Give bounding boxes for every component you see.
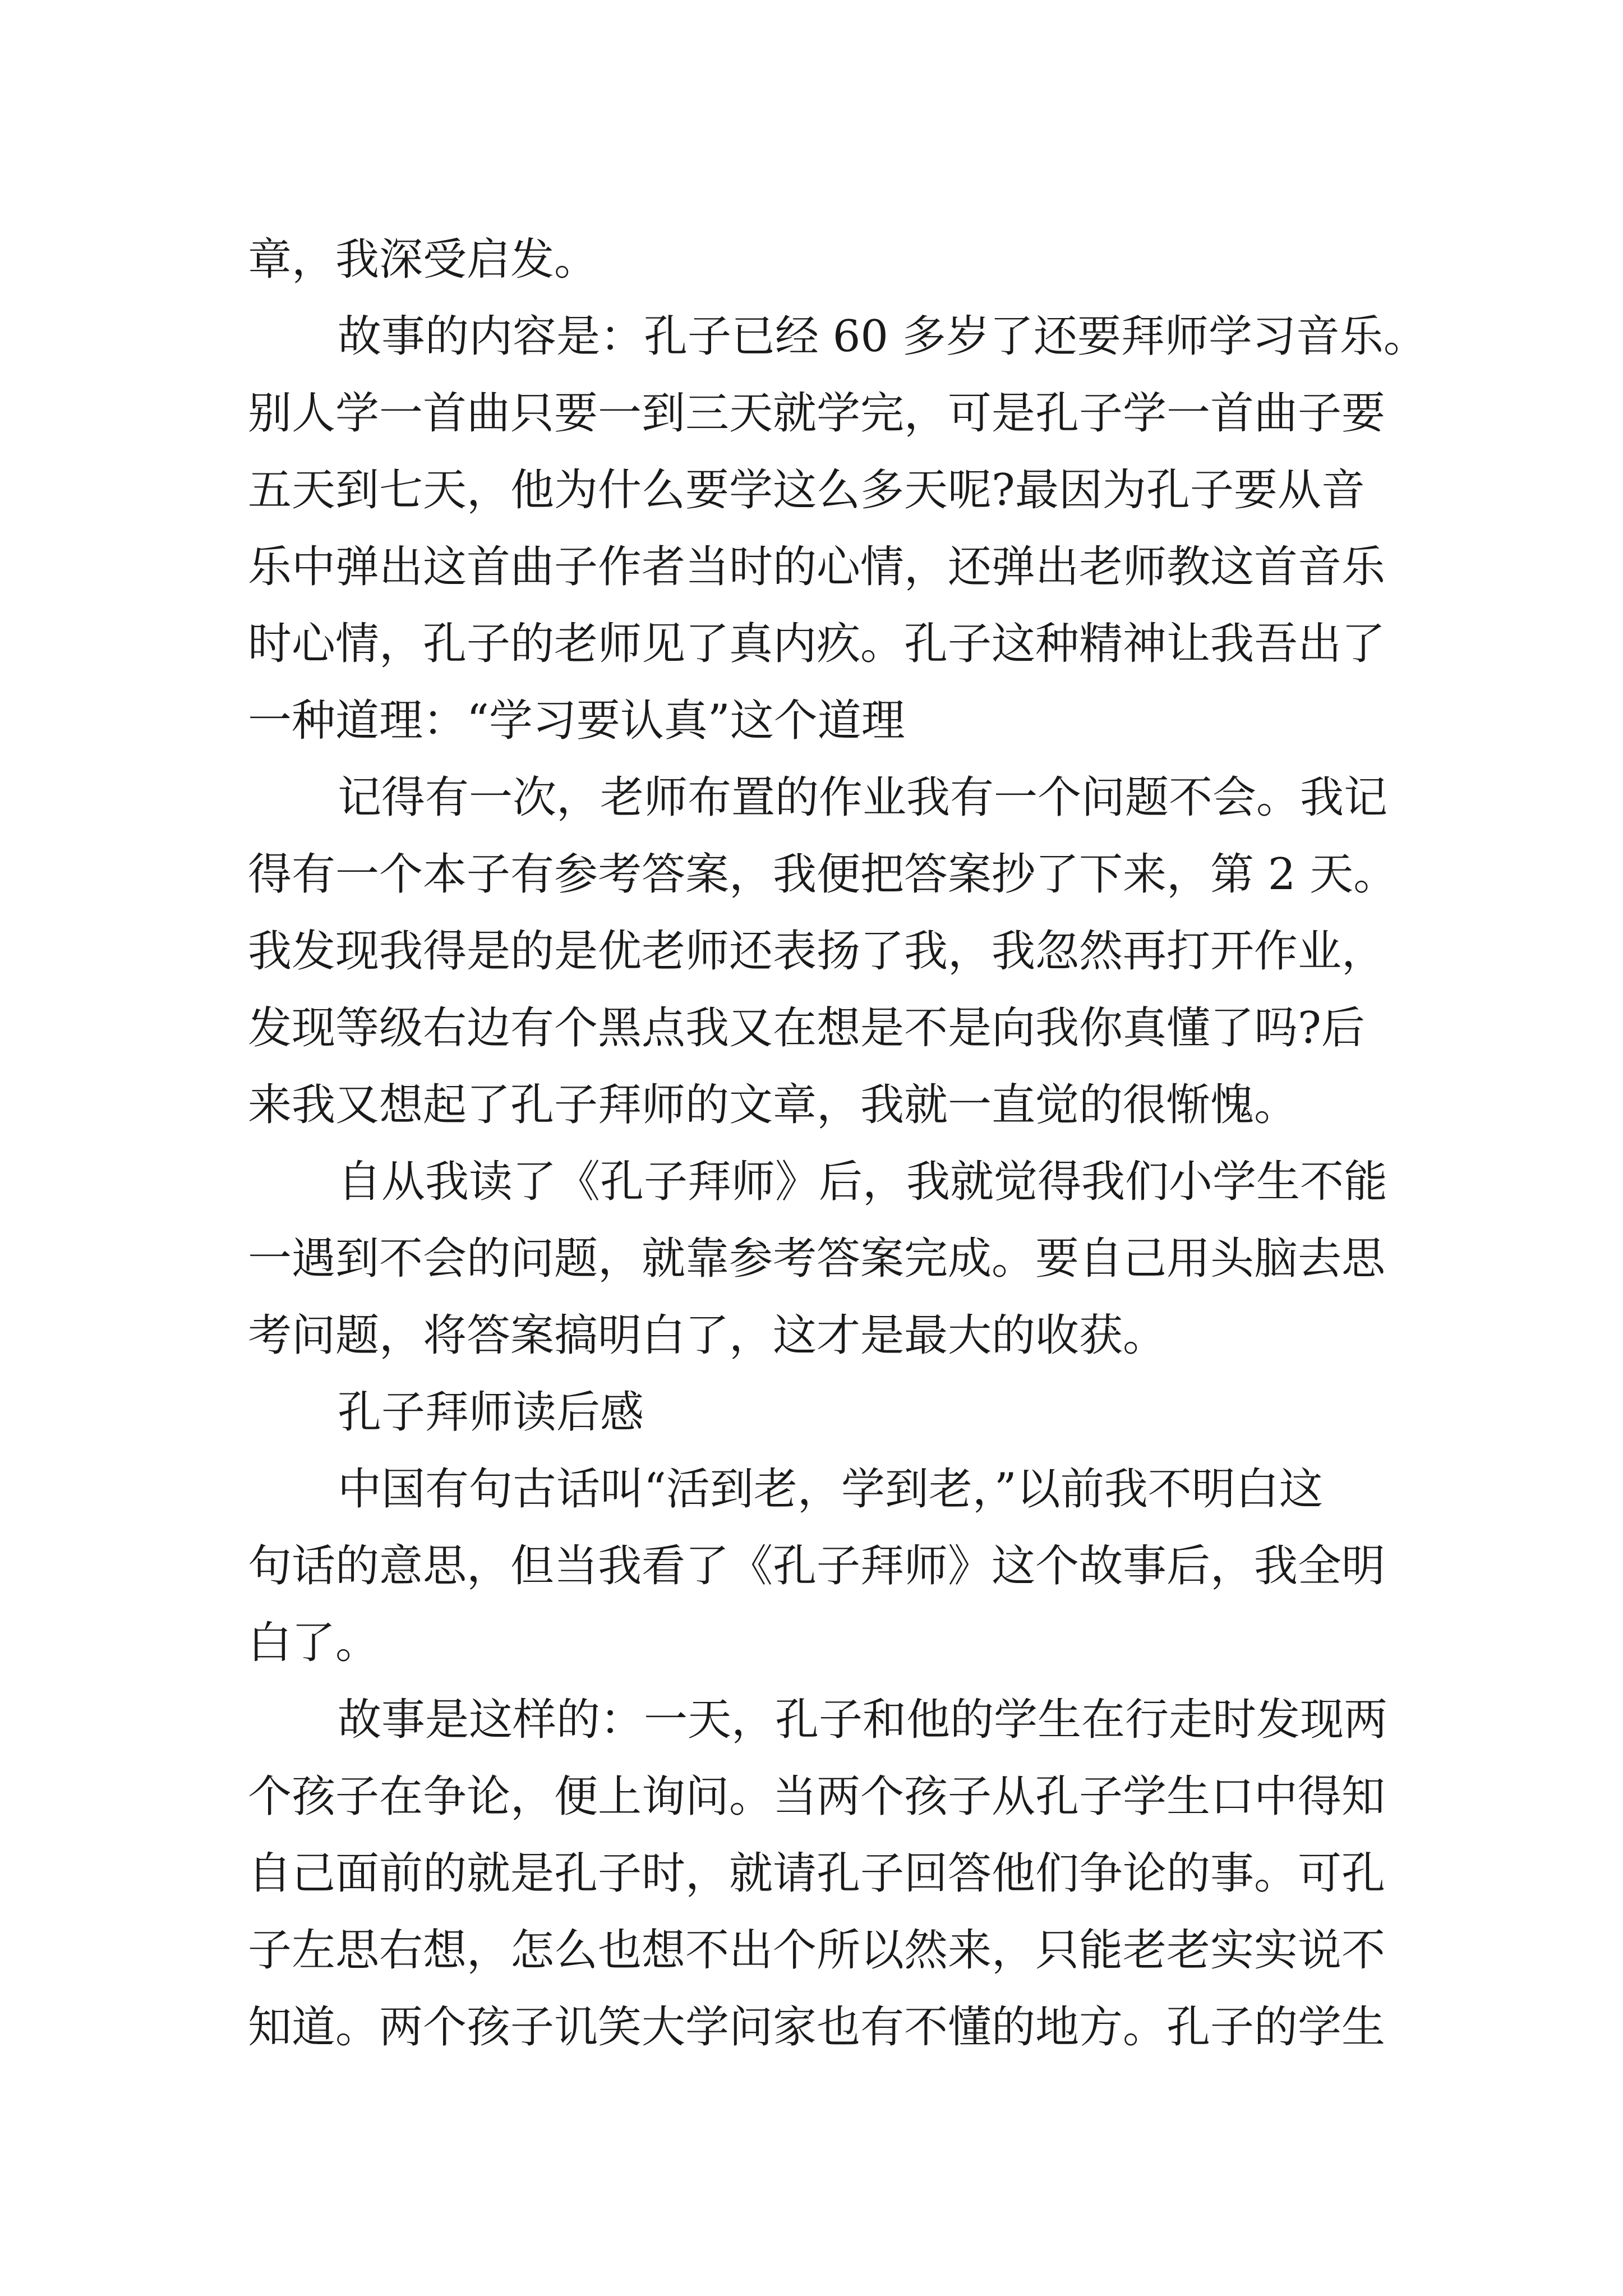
text-line: 子左思右想，怎么也想不出个所以然来，只能老老实实说不	[248, 1925, 1386, 1976]
text-line: 章，我深受启发。	[248, 234, 598, 285]
text-line: 别人学一首曲只要一到三天就学完，可是孔子学一首曲子要	[248, 388, 1386, 439]
text-line: 一种道理：“学习要认真”这个道理	[248, 696, 905, 746]
text-line: 故事是这样的：一天，孔子和他的学生在行走时发现两	[338, 1695, 1388, 1745]
text-line: 中国有句古话叫“活到老，学到老，”以前我不明白这	[338, 1464, 1323, 1515]
text-line: 乐中弹出这首曲子作者当时的心情，还弹出老师教这首音乐	[248, 542, 1386, 592]
text-line: 得有一个本子有参考答案，我便把答案抄了下来，第 2 天。	[248, 849, 1398, 900]
text-line: 我发现我得是的是优老师还表扬了我，我忽然再打开作业，	[248, 926, 1386, 977]
body-text	[248, 222, 1427, 2066]
text-line: 知道。两个孩子讥笑大学问家也有不懂的地方。孔子的学生	[248, 2002, 1386, 2053]
text-line: 一遇到不会的问题，就靠参考答案完成。要自己用头脑去思	[248, 1234, 1386, 1284]
text-line: 来我又想起了孔子拜师的文章，我就一直觉的很惭愧。	[248, 1080, 1298, 1130]
text-line: 自己面前的就是孔子时，就请孔子回答他们争论的事。可孔	[248, 1848, 1386, 1899]
text-line: 故事的内容是：孔子已经 60 多岁了还要拜师学习音乐。	[338, 311, 1427, 362]
text-line: 时心情，孔子的老师见了真内疚。孔子这种精神让我吾出了	[248, 619, 1386, 669]
text-line: 五天到七天，他为什么要学这么多天呢?最因为孔子要从音	[248, 465, 1365, 516]
text-line: 自从我读了《孔子拜师》后，我就觉得我们小学生不能	[338, 1157, 1388, 1207]
text-line: 发现等级右边有个黑点我又在想是不是向我你真懂了吗?后	[248, 1003, 1365, 1053]
text-line: 白了。	[248, 1618, 380, 1668]
text-line: 句话的意思，但当我看了《孔子拜师》这个故事后，我全明	[248, 1541, 1386, 1591]
text-line: 考问题，将答案搞明白了，这才是最大的收获。	[248, 1310, 1167, 1361]
text-line: 孔子拜师读后感	[338, 1387, 644, 1438]
text-line: 记得有一次，老师布置的作业我有一个问题不会。我记	[338, 772, 1388, 823]
text-line: 个孩子在争论，便上询问。当两个孩子从孔子学生口中得知	[248, 1772, 1386, 1822]
